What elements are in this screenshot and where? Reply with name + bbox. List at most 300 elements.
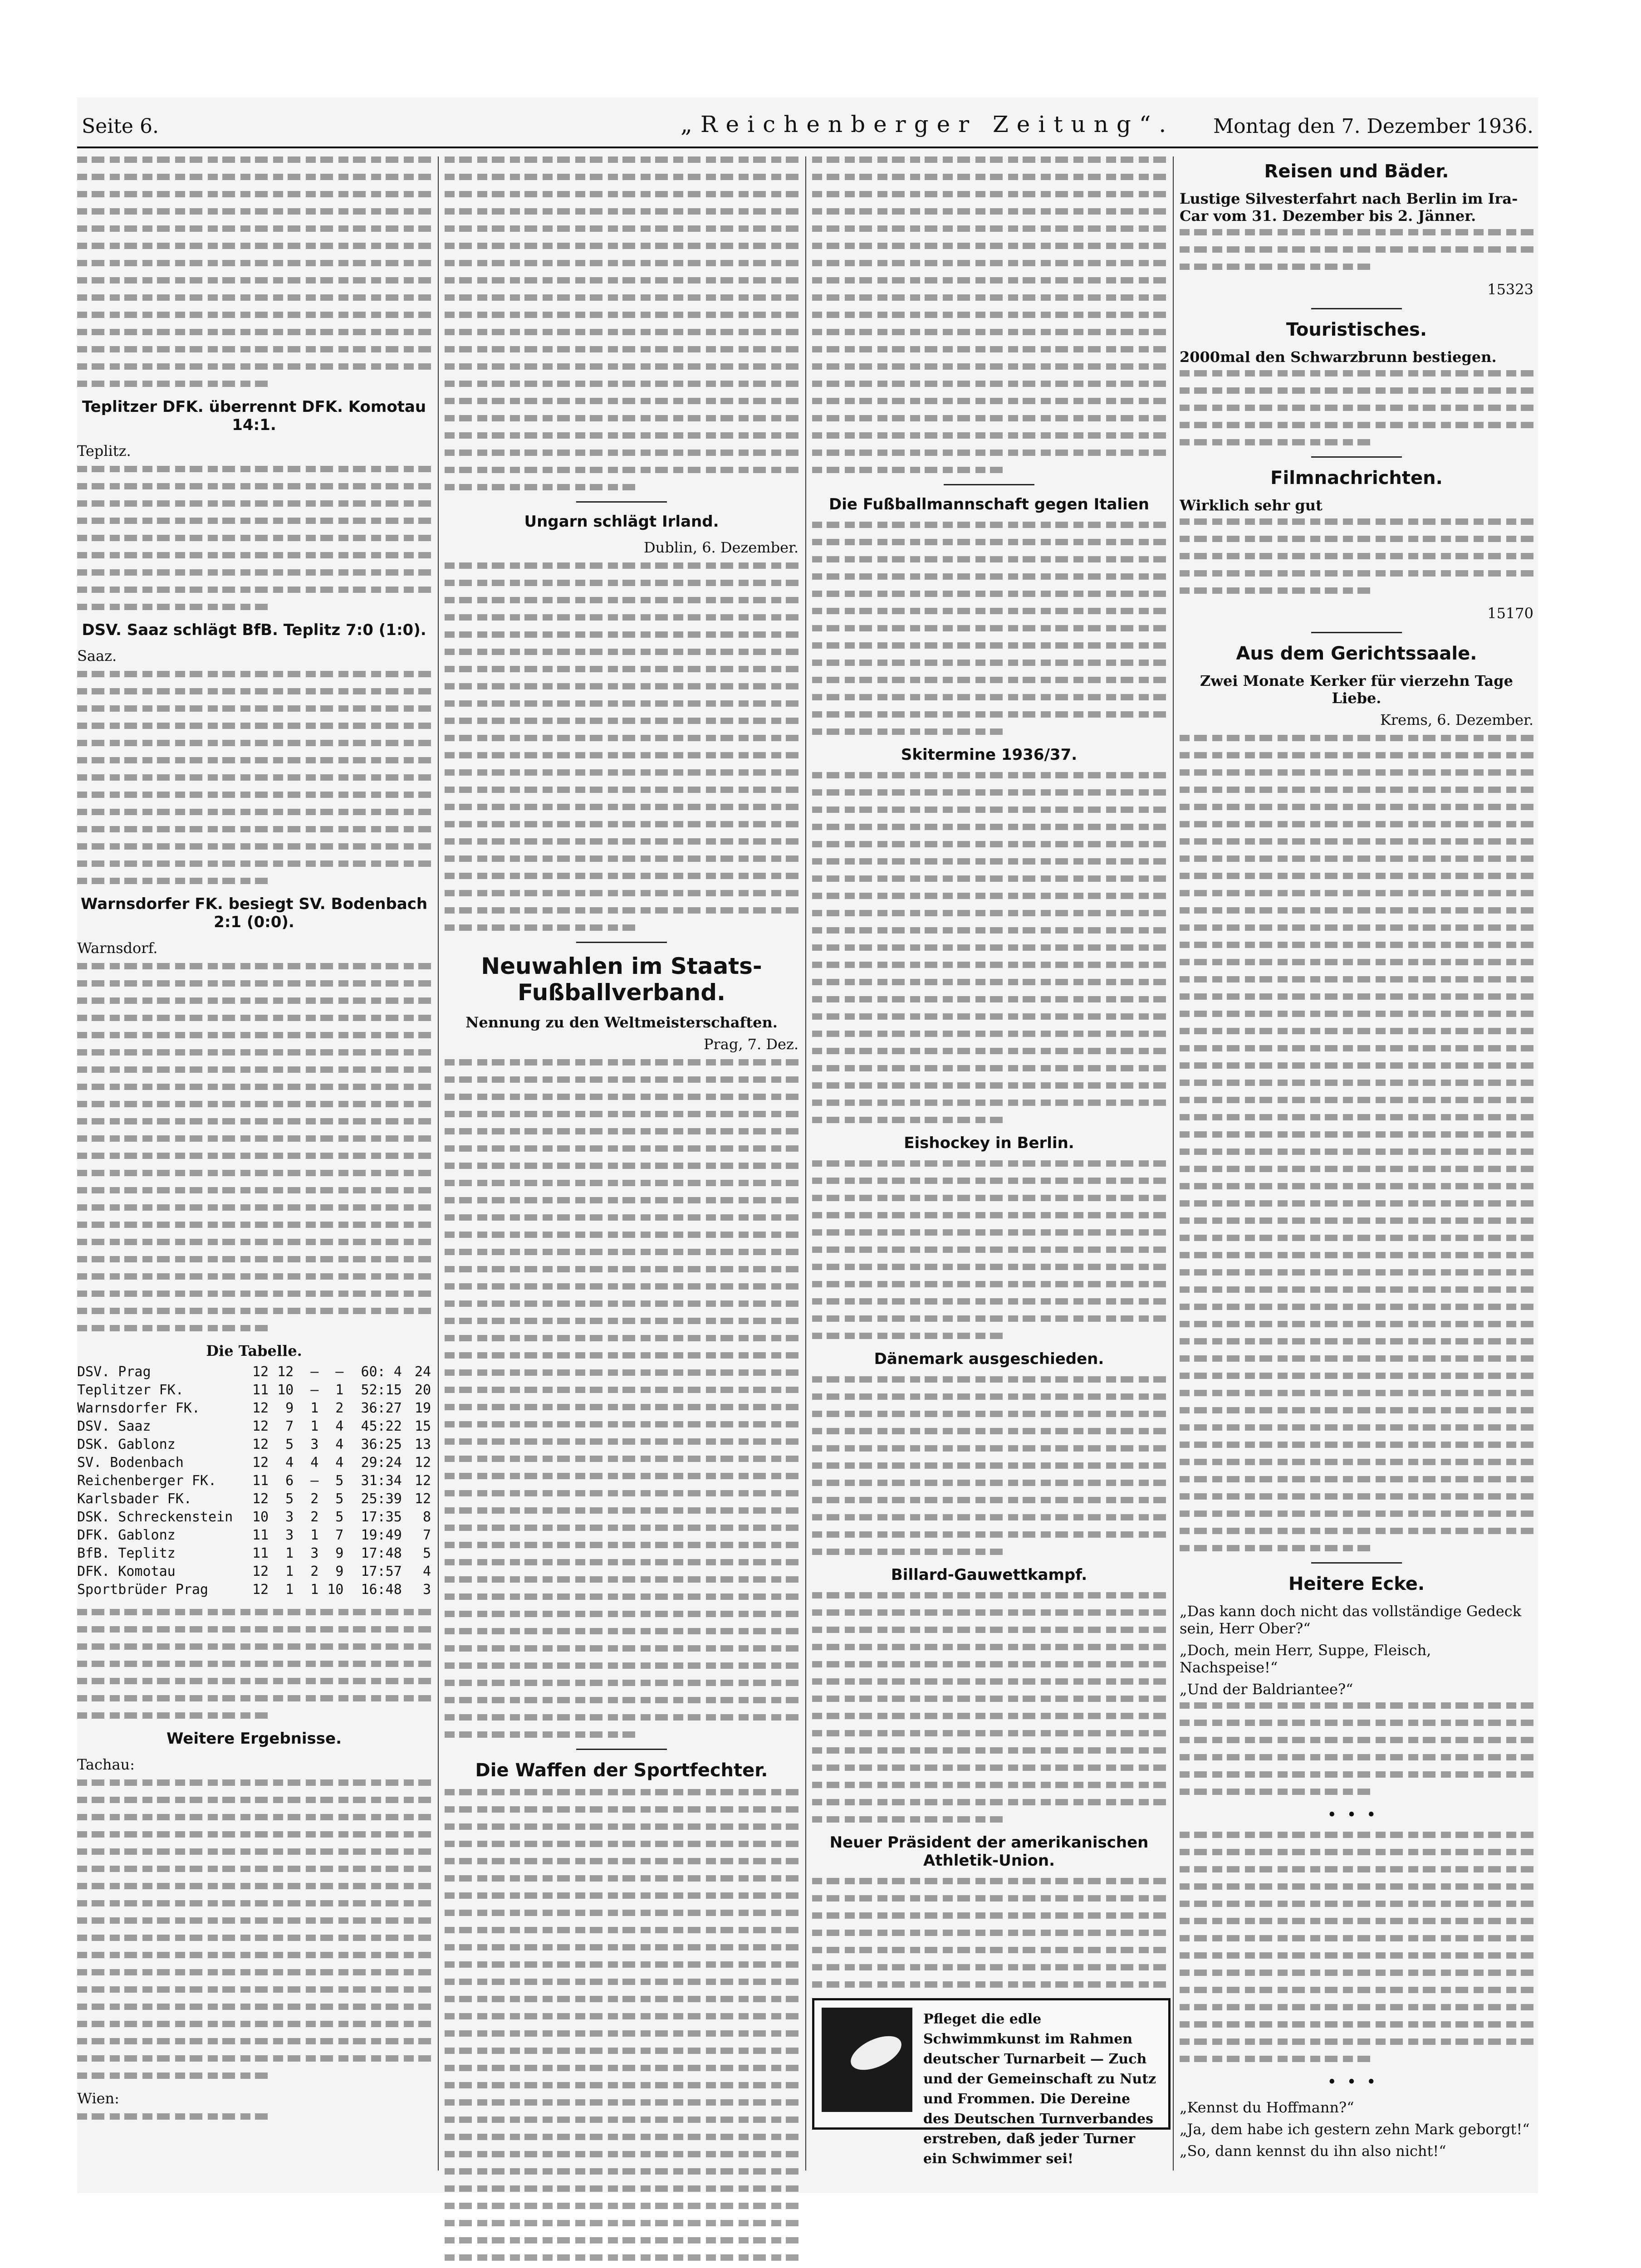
table-cell-team: BfB. Teplitz: [77, 1545, 176, 1561]
text-line: [812, 381, 1166, 387]
text-line: [1180, 993, 1533, 1000]
text-line: [445, 804, 798, 810]
text-line: [77, 587, 431, 593]
joke-line: „Und der Baldriantee?“: [1180, 1681, 1353, 1698]
text-line: [445, 752, 798, 758]
table-cell-team: Teplitzer FK.: [77, 1382, 184, 1398]
text-line: [812, 841, 1166, 847]
text-line: [445, 1697, 798, 1703]
text-line: [445, 614, 798, 621]
text-line: [1180, 1407, 1533, 1413]
swimmer-illustration: [822, 2008, 912, 2112]
text-line: [445, 1163, 798, 1169]
text-line: [445, 484, 639, 490]
text-line: [812, 1799, 1166, 1805]
table-cell-team: Reichenberger FK.: [77, 1473, 217, 1489]
text-line: [1180, 1866, 1533, 1872]
text-line: [445, 243, 798, 249]
table-cell-d: 1: [310, 1400, 319, 1416]
body-text-block: [77, 671, 431, 884]
headline-daenemark: Dänemark ausgeschieden.: [874, 1350, 1104, 1368]
text-line: [445, 873, 798, 879]
text-line: [445, 1335, 798, 1341]
text-line: [445, 580, 798, 586]
text-line: [812, 625, 1166, 631]
text-line: [445, 2013, 798, 2019]
text-line: [445, 769, 798, 776]
table-cell-p: 12: [252, 1418, 269, 1434]
text-line: [445, 1680, 798, 1686]
text-line: [1180, 1373, 1533, 1379]
table-cell-l: 7: [335, 1527, 344, 1543]
text-line: [77, 312, 431, 318]
text-line: [445, 1473, 798, 1479]
text-line: [1180, 1269, 1533, 1276]
text-line: [812, 591, 1166, 597]
text-line: [445, 2099, 798, 2106]
text-line: [812, 979, 1166, 985]
text-line: [812, 450, 1166, 456]
text-line: [445, 1628, 798, 1634]
text-line: [77, 1712, 272, 1719]
text-line: [1180, 1097, 1533, 1103]
text-line: [445, 1927, 798, 1933]
text-line: [445, 2116, 798, 2123]
table-cell-p: 11: [252, 1382, 269, 1398]
table-cell-d: 1: [310, 1582, 319, 1598]
table-cell-p: 11: [252, 1527, 269, 1543]
text-line: [77, 1256, 431, 1262]
table-cell-l: 4: [335, 1418, 344, 1434]
table-row: [77, 1364, 431, 1382]
text-line: [445, 225, 798, 232]
text-line: [77, 1678, 431, 1684]
joke-line: „Doch, mein Herr, Suppe, Fleisch, Nachspeise!“: [1180, 1642, 1431, 1676]
text-line: [445, 2065, 798, 2071]
table-cell-goals: 36:25: [361, 1437, 402, 1452]
body-text-block: [812, 1592, 1166, 1823]
table-cell-l: —: [335, 1364, 344, 1380]
text-line: [77, 1917, 431, 1924]
text-line: [1180, 942, 1533, 948]
text-line: [1180, 804, 1533, 810]
text-line: [812, 1376, 1166, 1383]
column-2: [445, 156, 798, 2268]
text-line: [1180, 1235, 1533, 1241]
text-line: [812, 893, 1166, 899]
text-line: [445, 294, 798, 301]
text-line: [445, 1593, 798, 1600]
text-line: [77, 2038, 431, 2044]
table-cell-p: 12: [252, 1491, 269, 1507]
table-cell-team: Karlsbader FK.: [77, 1491, 192, 1507]
text-line: [445, 1507, 798, 1514]
table-title: Die Tabelle.: [206, 1342, 302, 1359]
table-cell-l: 5: [335, 1509, 344, 1525]
text-line: [1180, 1737, 1533, 1743]
text-line: [77, 569, 431, 576]
text-line: [77, 535, 431, 541]
separator: [1311, 1562, 1402, 1564]
subheadline: Nennung zu den Weltmeisterschaften.: [465, 1014, 778, 1031]
text-line: [77, 1626, 431, 1633]
text-line: [1180, 1510, 1533, 1517]
text-line: [1180, 1114, 1533, 1120]
text-line: [1180, 1217, 1533, 1224]
text-line: [1180, 1459, 1533, 1465]
headline-reisen: Reisen und Bäder.: [1264, 161, 1449, 182]
text-line: [77, 1084, 431, 1090]
table-cell-pts: 8: [422, 1509, 431, 1525]
text-line: [77, 963, 431, 969]
table-cell-d: 2: [310, 1509, 319, 1525]
text-line: [445, 2134, 798, 2140]
text-line: [1180, 387, 1533, 394]
dateline: Warnsdorf.: [77, 939, 158, 957]
text-line: [445, 1318, 798, 1324]
body-text-block: [77, 2113, 431, 2120]
text-line: [445, 2151, 798, 2157]
text-line: [445, 1789, 798, 1795]
text-line: [812, 1497, 1166, 1503]
text-line: [1180, 1080, 1533, 1086]
text-line: [77, 1308, 431, 1314]
table-cell-d: 1: [310, 1418, 319, 1434]
text-line: [1180, 1987, 1533, 1993]
table-cell-p: 12: [252, 1400, 269, 1416]
text-line: [812, 858, 1166, 865]
body-text-block: [1180, 1832, 1533, 2062]
text-line: [77, 1986, 431, 1993]
text-line: [1180, 1390, 1533, 1396]
table-cell-goals: 25:39: [361, 1491, 402, 1507]
text-line: [445, 1249, 798, 1255]
swimming-advertisement: [812, 1998, 1171, 2167]
table-cell-w: 6: [285, 1473, 294, 1489]
text-line: [77, 1661, 431, 1667]
text-line: [445, 1076, 798, 1083]
table-cell-d: 3: [310, 1437, 319, 1452]
body-text-block: [812, 1376, 1166, 1555]
text-line: [1180, 518, 1533, 525]
text-line: [77, 757, 431, 763]
text-line: [812, 772, 1166, 778]
table-cell-w: 5: [285, 1437, 294, 1452]
text-line: [77, 156, 431, 163]
table-cell-team: Sportbrüder Prag: [77, 1582, 208, 1598]
headline-billard: Billard-Gauwettkampf.: [891, 1566, 1087, 1584]
text-line: [77, 2004, 431, 2010]
separator: [944, 484, 1034, 485]
text-line: [812, 1592, 1166, 1598]
table-row: [77, 1473, 431, 1491]
text-line: [77, 1325, 272, 1331]
text-line: [812, 1678, 1166, 1685]
text-line: [812, 243, 1166, 249]
text-line: [812, 1393, 1166, 1400]
dateline: Wien:: [77, 2090, 119, 2107]
text-line: [445, 1266, 798, 1272]
text-line: [812, 467, 1007, 473]
headline-italien: Die Fußballmannschaft gegen Italien: [828, 495, 1149, 513]
travel-ad-lead: Lustige Silvesterfahrt nach Berlin im Ira-Car vom 31. Dezember bis 2. Jänner.: [1180, 190, 1518, 225]
text-line: [812, 1100, 1166, 1106]
text-line: [812, 1117, 1007, 1123]
table-cell-p: 11: [252, 1473, 269, 1489]
text-line: [445, 1662, 798, 1669]
text-line: [445, 1421, 798, 1427]
table-cell-w: 3: [285, 1527, 294, 1543]
text-line: [812, 910, 1166, 916]
text-line: [445, 1910, 798, 1916]
text-line: [812, 1178, 1166, 1184]
text-line: [77, 363, 431, 370]
text-line: [812, 573, 1166, 580]
text-line: [445, 156, 798, 163]
text-line: [1180, 1545, 1374, 1551]
text-line: [1180, 1200, 1533, 1207]
text-line: [445, 1875, 798, 1882]
table-row: [77, 1582, 431, 1600]
text-line: [445, 700, 798, 707]
table-row: [77, 1400, 431, 1418]
table-cell-w: 7: [285, 1418, 294, 1434]
text-line: [812, 1964, 1166, 1970]
table-cell-goals: 17:35: [361, 1509, 402, 1525]
text-line: [1180, 2021, 1533, 2028]
body-text-block: [1180, 229, 1533, 270]
page-number: Seite 6.: [82, 115, 159, 138]
text-line: [1180, 536, 1533, 542]
text-line: [812, 711, 1166, 718]
headline-waffen: Die Waffen der Sportfechter.: [475, 1760, 768, 1781]
table-cell-goals: 60: 4: [361, 1364, 402, 1380]
table-cell-goals: 29:24: [361, 1455, 402, 1471]
separator: [1311, 456, 1402, 458]
text-line: [812, 1782, 1166, 1788]
text-line: [1180, 1304, 1533, 1310]
text-line: [1180, 959, 1533, 965]
body-text-block: [77, 466, 431, 610]
headline-praesident: Neuer Präsident der amerikanischen Athletik-Union.: [829, 1833, 1149, 1870]
table-cell-d: —: [310, 1473, 319, 1489]
body-text-block: [77, 1609, 431, 1719]
table-cell-p: 10: [252, 1509, 269, 1525]
text-line: [77, 688, 431, 694]
text-line: [1180, 1062, 1533, 1069]
headline-ecke: Heitere Ecke.: [1288, 1574, 1425, 1594]
text-line: [812, 1531, 1166, 1538]
text-line: [445, 1404, 798, 1410]
text-line: [77, 1135, 431, 1142]
text-line: [1180, 1424, 1533, 1431]
text-line: [812, 277, 1166, 284]
text-line: [812, 1609, 1166, 1616]
column-3: [812, 156, 1166, 2050]
text-line: [77, 225, 431, 232]
text-line: [445, 208, 798, 215]
text-line: [77, 1187, 431, 1193]
table-cell-pts: 19: [414, 1400, 431, 1416]
table-cell-team: SV. Bodenbach: [77, 1455, 184, 1471]
text-line: [77, 671, 431, 677]
text-line: [77, 1290, 431, 1297]
text-line: [445, 666, 798, 672]
table-cell-pts: 20: [414, 1382, 431, 1398]
text-line: [445, 649, 798, 655]
table-cell-l: 1: [335, 1382, 344, 1398]
text-line: [445, 1145, 798, 1152]
text-line: [812, 1065, 1166, 1071]
table-row: [77, 1418, 431, 1437]
table-row: [77, 1382, 431, 1400]
text-line: [77, 1814, 431, 1820]
text-line: [77, 1952, 431, 1958]
text-line: [445, 1438, 798, 1445]
text-line: [812, 1947, 1166, 1953]
table-cell-w: 1: [285, 1582, 294, 1598]
text-line: [1180, 1849, 1533, 1855]
table-cell-goals: 17:48: [361, 1545, 402, 1561]
text-line: [77, 243, 431, 249]
dateline: Prag, 7. Dez.: [703, 1036, 798, 1053]
table-cell-w: 12: [277, 1364, 294, 1380]
separator: [1311, 308, 1402, 309]
dateline: Tachau:: [77, 1756, 135, 1773]
text-line: [77, 329, 431, 335]
table-cell-p: 12: [252, 1455, 269, 1471]
text-line: [445, 890, 798, 896]
column-4: [1180, 156, 1533, 2164]
text-line: [1180, 1918, 1533, 1924]
text-line: [812, 346, 1166, 352]
text-line: [812, 608, 1166, 614]
text-line: [812, 1930, 1166, 1936]
text-line: [445, 821, 798, 827]
text-line: [445, 1180, 798, 1186]
table-cell-team: DSK. Gablonz: [77, 1437, 176, 1452]
dateline: Saaz.: [77, 647, 117, 665]
text-line: [812, 1878, 1166, 1884]
text-line: [812, 432, 1166, 439]
text-line: [445, 467, 798, 473]
text-line: [77, 2113, 272, 2120]
text-line: [1180, 976, 1533, 982]
text-line: [812, 556, 1166, 562]
text-line: [445, 924, 639, 931]
table-cell-goals: 36:27: [361, 1400, 402, 1416]
text-line: [77, 1969, 431, 1975]
table-cell-pts: 24: [414, 1364, 431, 1380]
table-cell-l: 2: [335, 1400, 344, 1416]
text-line: [445, 1352, 798, 1359]
table-cell-team: DSV. Prag: [77, 1364, 151, 1380]
text-line: [1180, 264, 1374, 270]
dateline: Krems, 6. Dezember.: [1380, 711, 1533, 728]
text-line: [812, 1627, 1166, 1633]
text-line: [445, 1979, 798, 1985]
table-cell-team: DFK. Komotau: [77, 1564, 176, 1579]
text-line: [1180, 1789, 1374, 1795]
text-line: [1180, 1935, 1533, 1941]
text-line: [812, 677, 1166, 683]
table-cell-p: 12: [252, 1364, 269, 1380]
text-line: [812, 1445, 1166, 1452]
text-line: [1180, 1321, 1533, 1327]
text-line: [1180, 553, 1533, 559]
text-line: [1180, 1131, 1533, 1138]
headline-skitermine: Skitermine 1936/37.: [901, 746, 1078, 764]
text-line: [1180, 1952, 1533, 1959]
text-line: [1180, 769, 1533, 776]
table-cell-pts: 13: [414, 1437, 431, 1452]
text-line: [812, 1713, 1166, 1719]
text-line: [77, 1101, 431, 1107]
table-row: [77, 1509, 431, 1527]
header-rule: [77, 147, 1538, 148]
text-line: [77, 1222, 431, 1228]
joke-line: „Ja, dem habe ich gestern zehn Mark geborgt!“: [1180, 2121, 1530, 2138]
table-cell-team: DSK. Schreckenstein: [77, 1509, 233, 1525]
text-line: [1180, 787, 1533, 793]
text-line: [445, 329, 798, 335]
text-line: [812, 1160, 1166, 1167]
text-line: [812, 1031, 1166, 1037]
body-text-block: [1180, 370, 1533, 445]
text-line: [1180, 1252, 1533, 1258]
text-line: [1180, 1355, 1533, 1362]
body-text-block: [1180, 735, 1533, 1551]
separator: [576, 501, 667, 503]
text-line: [77, 723, 431, 729]
text-line: [445, 1996, 798, 2002]
text-line: [812, 1462, 1166, 1469]
text-line: [445, 1128, 798, 1134]
page-header: [77, 111, 1538, 143]
text-line: [445, 415, 798, 421]
text-line: [1180, 924, 1533, 931]
text-line: [445, 2220, 798, 2226]
separator-stars: •••: [1327, 1806, 1386, 1824]
table-cell-team: Warnsdorfer FK.: [77, 1400, 200, 1416]
table-cell-pts: 7: [422, 1527, 431, 1543]
table-row: [77, 1527, 431, 1545]
text-line: [445, 562, 798, 569]
body-text-block: [445, 1789, 798, 2268]
headline-weitere: Weitere Ergebnisse.: [166, 1730, 342, 1748]
text-line: [812, 363, 1166, 370]
separator: [576, 1749, 667, 1750]
text-line: [445, 2203, 798, 2209]
table-cell-l: 5: [335, 1491, 344, 1507]
text-line: [812, 260, 1166, 266]
text-line: [445, 346, 798, 352]
table-cell-w: 1: [285, 1545, 294, 1561]
text-line: [77, 1118, 431, 1124]
text-line: [77, 500, 431, 507]
headline-film: Filmnachrichten.: [1270, 468, 1443, 489]
table-cell-w: 3: [285, 1509, 294, 1525]
joke-line: „Das kann doch nicht das vollständige Gedeck sein, Herr Ober?“: [1180, 1603, 1522, 1637]
table-cell-team: DSV. Saaz: [77, 1418, 151, 1434]
text-line: [445, 1714, 798, 1721]
headline-touristisches: Touristisches.: [1286, 319, 1427, 340]
text-line: [77, 1015, 431, 1021]
text-line: [812, 927, 1166, 934]
league-table: [77, 1364, 431, 1600]
text-line: [77, 174, 431, 180]
text-line: [445, 1841, 798, 1847]
